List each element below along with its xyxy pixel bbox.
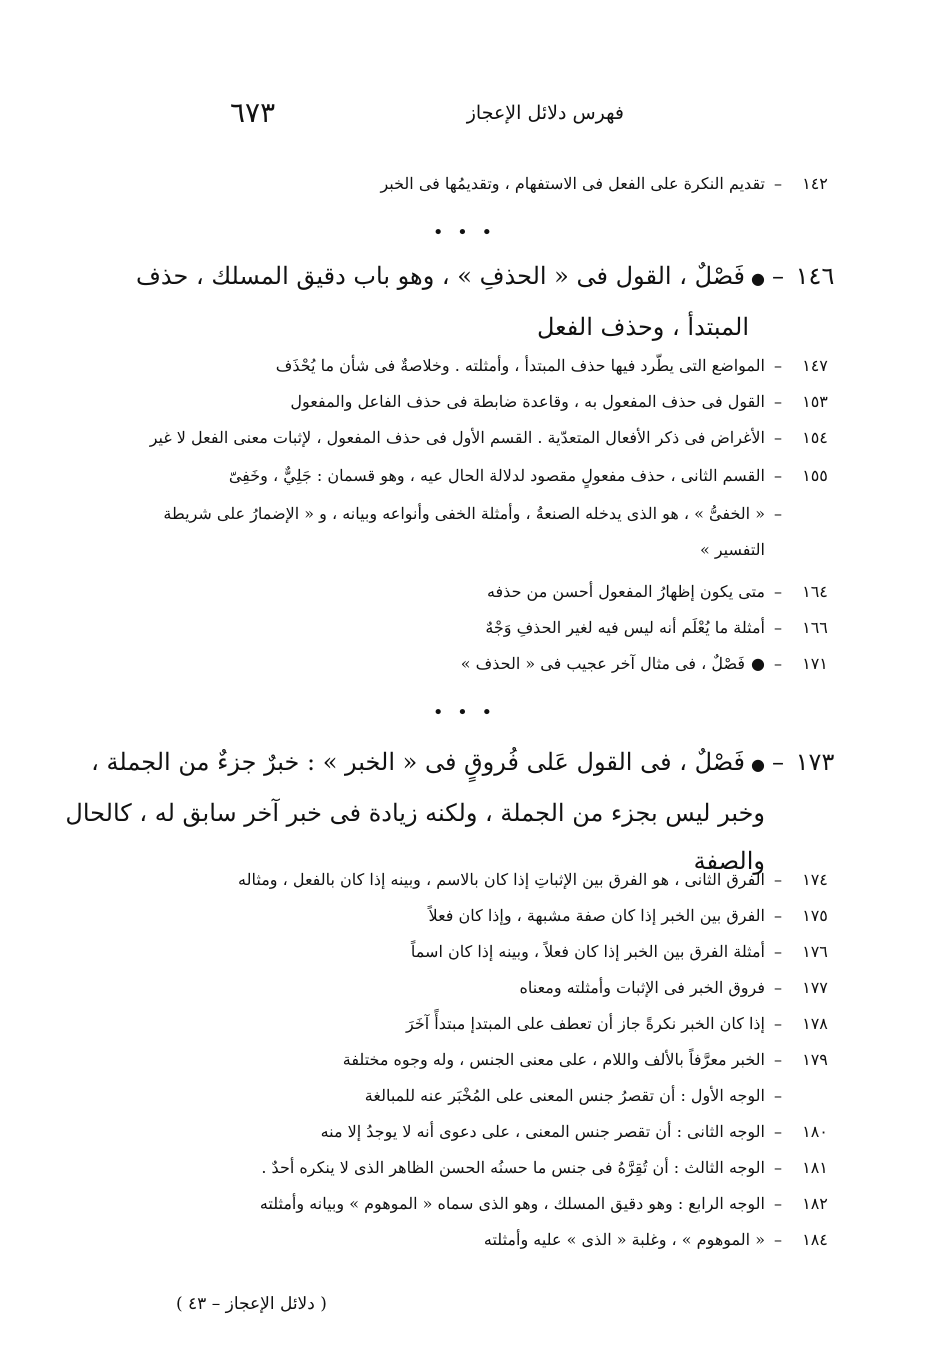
index-entry: ١٧٤–الفرق الثانى ، هو الفرق بين الإثباتِ إذا كان بالاسم ، وبينه إذا كان بالفعل ، ومثاله (60, 862, 839, 898)
entry-text: فروق الخبر فى الإثبات وأمثلته ومعناه (519, 978, 765, 997)
entry-text: « الخفىُّ » ، هو الذى يدخله الصنعةُ ، وأمثلة الخفى وأنواعه وبيانه ، و « الإضمارُ على شريطة (163, 504, 765, 523)
entry-number: ١٨٤ (802, 1230, 828, 1249)
index-entry: ١٧٧–فروق الخبر فى الإثبات وأمثلته ومعناه (60, 970, 839, 1006)
entry-text: أمثلة الفرق بين الخبر إذا كان فعلاً ، وبينه إذا كان اسماً (410, 942, 765, 961)
entry-text: الفرق الثانى ، هو الفرق بين الإثباتِ إذا كان بالاسم ، وبينه إذا كان بالفعل ، ومثاله (238, 870, 765, 889)
entry-text: أمثلة ما يُعْلَم أنه ليس فيه لغير الحذفِ وَجْهٌ (485, 618, 765, 637)
entry-number: ١٦٦ (802, 618, 828, 637)
entry-number: ١٧٤ (802, 870, 828, 889)
heading-line: فَصْلٌ ، فى القول عَلى فُروقٍ فى « الخبر » : خبرٌ جزءٌ من الجملة ، (91, 748, 746, 776)
index-entry: ١٨٠–الوجه الثانى : أن تقصر جنس المعنى ، على دعوى أنه لا يوجدُ إلا منه (60, 1114, 839, 1150)
entry-number: ١٨٢ (802, 1194, 828, 1213)
index-entry: ١٧٦–أمثلة الفرق بين الخبر إذا كان فعلاً ، وبينه إذا كان اسماً (60, 934, 839, 970)
page-header (230, 96, 624, 136)
index-entry: ١٨٢–الوجه الرابع : وهو دقيق المسلك ، وهو الذى سماه « الموهوم » وبيانه وأمثلته (60, 1186, 839, 1222)
section-heading: ١٤٦–●فَصْلٌ ، القول فى « الحذفِ » ، وهو باب دقيق المسلك ، حذف المبتدأ ، وحذف الفعل (60, 252, 839, 351)
heading-line: والصفة (693, 847, 765, 875)
index-entry: ١٧١–●فَصْلٌ ، فى مثال آخر عجيب فى « الحذف » (60, 646, 839, 682)
heading-line: فَصْلٌ ، القول فى « الحذفِ » ، وهو باب دقيق المسلك ، حذف (136, 262, 746, 290)
entry-text: القول فى حذف المفعول به ، وقاعدة ضابطة فى حذف الفاعل والمفعول (290, 392, 765, 411)
page-footer: ( دلائل الإعجاز – ٤٣ ) (176, 1294, 327, 1314)
index-entry: ١٥٥–القسم الثانى ، حذف مفعولٍ مقصود لدلالة الحال عيه ، وهو قسمان : جَلِيٌّ ، وخَفِىّ (60, 458, 839, 494)
bullet-icon: ● (751, 755, 765, 774)
entry-number: ١٧٧ (802, 978, 828, 997)
index-entry: ١٦٦–أمثلة ما يُعْلَم أنه ليس فيه لغير الحذفِ وَجْهٌ (60, 610, 839, 646)
index-entry: ١٤٢–تقديم النكرة على الفعل فى الاستفهام ، وتقديمُها فى الخبر (60, 166, 839, 202)
section-heading: ١٧٣–●فَصْلٌ ، فى القول عَلى فُروقٍ فى « الخبر » : خبرٌ جزءٌ من الجملة ، وخبر ليس بجزء من الجملة ، ولكنه زيادة فى خبر آخر سابق له ، كالحال والصفة (60, 738, 839, 885)
index-entry: –الوجه الأول : أن تقصرُ جنس المعنى على المُخْبَر عنه للمبالغة (364, 1086, 782, 1105)
entry-text: الأغراض فى ذكر الأفعال المتعدّية . القسم الأول فى حذف المفعول ، لإثبات معنى الفعل لا غير (149, 428, 765, 447)
entry-text: الوجه الأول : أن تقصرُ جنس المعنى على المُخْبَر عنه للمبالغة (364, 1086, 765, 1105)
entry-number: ١٥٣ (802, 392, 828, 411)
entry-text: الوجه الثانى : أن تقصر جنس المعنى ، على دعوى أنه لا يوجدُ إلا منه (320, 1122, 765, 1141)
running-title: فهرس دلائل الإعجاز (466, 102, 624, 124)
entry-number: ١٧٩ (802, 1050, 828, 1069)
entry-number: ١٧١ (802, 654, 828, 673)
index-entry: ١٥٣–القول فى حذف المفعول به ، وقاعدة ضابطة فى حذف الفاعل والمفعول (60, 384, 839, 420)
entry-text: القسم الثانى ، حذف مفعولٍ مقصود لدلالة الحال عيه ، وهو قسمان : جَلِيٌّ ، وخَفِىّ (228, 466, 765, 485)
entry-text: متى يكون إظهارُ المفعول أحسن من حذفه (486, 582, 765, 601)
entry-text: الفرق بين الخبر إذا كان صفة مشبهة ، وإذا كان فعلاً (428, 906, 765, 925)
bullet-icon: ● (751, 654, 765, 673)
entry-text: التفسير » (699, 540, 765, 559)
heading-line: المبتدأ ، وحذف الفعل (536, 313, 749, 341)
entry-number: ١٥٤ (802, 428, 828, 447)
index-entry: ١٤٧–المواضع التى يطّرد فيها حذف المبتدأ ، وأمثلته . وخلاصةٌ فى شأن ما يُحْذَف (60, 348, 839, 384)
index-entry: –« الخفىُّ » ، هو الذى يدخله الصنعةُ ، وأمثلة الخفى وأنواعه وبيانه ، و « الإضمارُ على شريطة (163, 504, 782, 523)
entry-text: فَصْلٌ ، فى مثال آخر عجيب فى « الحذف » (460, 654, 746, 673)
entry-number: ١٥٥ (802, 466, 828, 485)
entry-number: ١٨١ (802, 1158, 828, 1177)
index-entry: ١٧٩–الخبر معرَّفاً بالألف واللام ، على معنى الجنس ، وله وجوه مختلفة (60, 1042, 839, 1078)
index-entry: ١٥٤–الأغراض فى ذكر الأفعال المتعدّية . القسم الأول فى حذف المفعول ، لإثبات معنى الفعل لا غير (40, 420, 839, 456)
entry-number: ١٧٥ (802, 906, 828, 925)
entry-text: « الموهوم » ، وغلبة « الذى » عليه وأمثلته (483, 1230, 765, 1249)
entry-text: الوجه الثالث : أن تُقِرَّهُ فى جنس ما حسنُه الحسن الظاهر الذى لا ينكره أحدٌ . (261, 1158, 765, 1177)
index-entry-continuation (60, 532, 839, 568)
entry-number: ١٤٧ (802, 356, 828, 375)
section-separator: • • • (432, 702, 497, 723)
entry-number: ١٤٢ (802, 174, 828, 193)
entry-text: الخبر معرَّفاً بالألف واللام ، على معنى الجنس ، وله وجوه مختلفة (342, 1050, 765, 1069)
index-entry: ١٨١–الوجه الثالث : أن تُقِرَّهُ فى جنس ما حسنُه الحسن الظاهر الذى لا ينكره أحدٌ . (60, 1150, 839, 1186)
index-entry: ١٧٨–إذا كان الخبر نكرةً جاز أن تعطف على المبتدإ مبتدأً آخَرَ (60, 1006, 839, 1042)
entry-number: ١٧٣ (795, 748, 835, 776)
entry-number: ١٤٦ (795, 262, 835, 290)
entry-text: تقديم النكرة على الفعل فى الاستفهام ، وتقديمُها فى الخبر (380, 174, 765, 193)
entry-number: ١٨٠ (802, 1122, 828, 1141)
page-number: ٦٧٣ (230, 96, 276, 129)
entry-text: المواضع التى يطّرد فيها حذف المبتدأ ، وأمثلته . وخلاصةٌ فى شأن ما يُحْذَف (275, 356, 765, 375)
bullet-icon: ● (751, 269, 765, 288)
index-entry: ١٨٤–« الموهوم » ، وغلبة « الذى » عليه وأمثلته (60, 1222, 839, 1258)
entry-text: الوجه الرابع : وهو دقيق المسلك ، وهو الذى سماه « الموهوم » وبيانه وأمثلته (259, 1194, 765, 1213)
section-separator: • • • (432, 222, 497, 243)
entry-text: إذا كان الخبر نكرةً جاز أن تعطف على المبتدإ مبتدأً آخَرَ (406, 1014, 765, 1033)
entry-number: ١٧٨ (802, 1014, 828, 1033)
index-entry: ١٦٤–متى يكون إظهارُ المفعول أحسن من حذفه (60, 574, 839, 610)
index-entry: ١٧٥–الفرق بين الخبر إذا كان صفة مشبهة ، وإذا كان فعلاً (60, 898, 839, 934)
entry-number: ١٦٤ (802, 582, 828, 601)
entry-number: ١٧٦ (802, 942, 828, 961)
heading-line: وخبر ليس بجزء من الجملة ، ولكنه زيادة فى خبر آخر سابق له ، كالحال (65, 799, 765, 827)
